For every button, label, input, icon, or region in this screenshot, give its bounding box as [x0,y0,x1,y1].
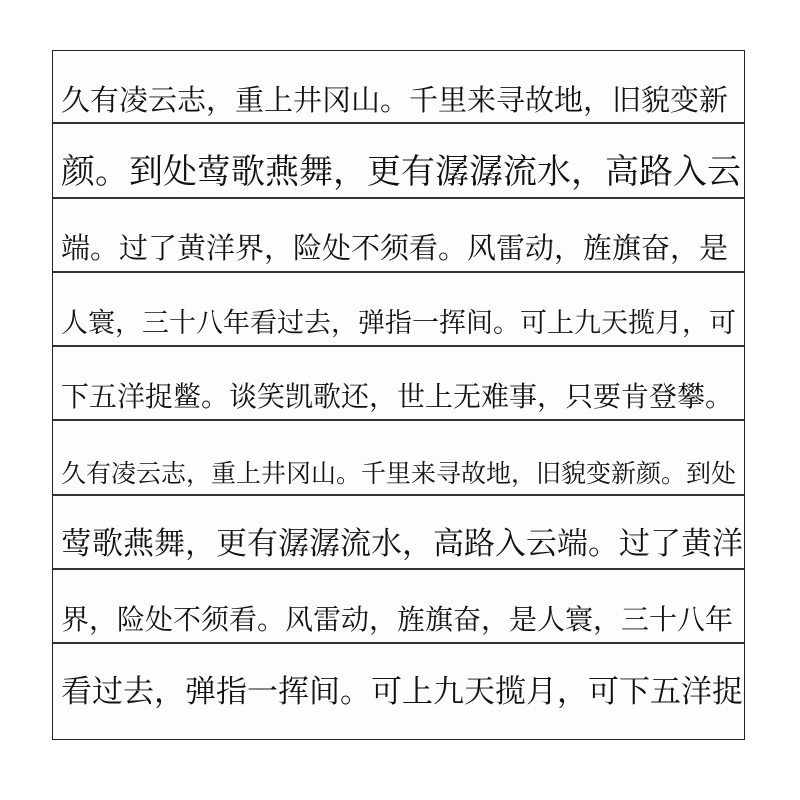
ruled-sheet [52,50,745,740]
handwriting-line: 久有凌云志，重上井冈山。千里来寻故地，旧貌变新颜。到处 [61,459,737,488]
handwriting-line: 看过去，弹指一挥间。可上九天揽月，可下五洋捉 [61,674,743,710]
handwriting-line: 端。过了黄洋界，险处不须看。风雷动，旌旗奋，是 [61,231,729,265]
handwriting-line: 莺歌燕舞，更有潺潺流水，高路入云端。过了黄洋 [61,526,743,562]
handwriting-line: 久有凌云志，重上井冈山。千里来寻故地，旧貌变新 [61,83,729,117]
handwriting-line: 颜。到处莺歌燕舞，更有潺潺流水，高路入云 [61,152,741,192]
handwriting-line: 人寰，三十八年看过去，弹指一挥间。可上九天揽月，可 [61,308,736,339]
handwriting-line: 界，险处不须看。风雷动，旌旗奋，是人寰，三十八年 [61,603,734,636]
handwriting-line: 下五洋捉鳖。谈笑凯歌还，世上无难事，只要肯登攀。 [61,380,734,413]
